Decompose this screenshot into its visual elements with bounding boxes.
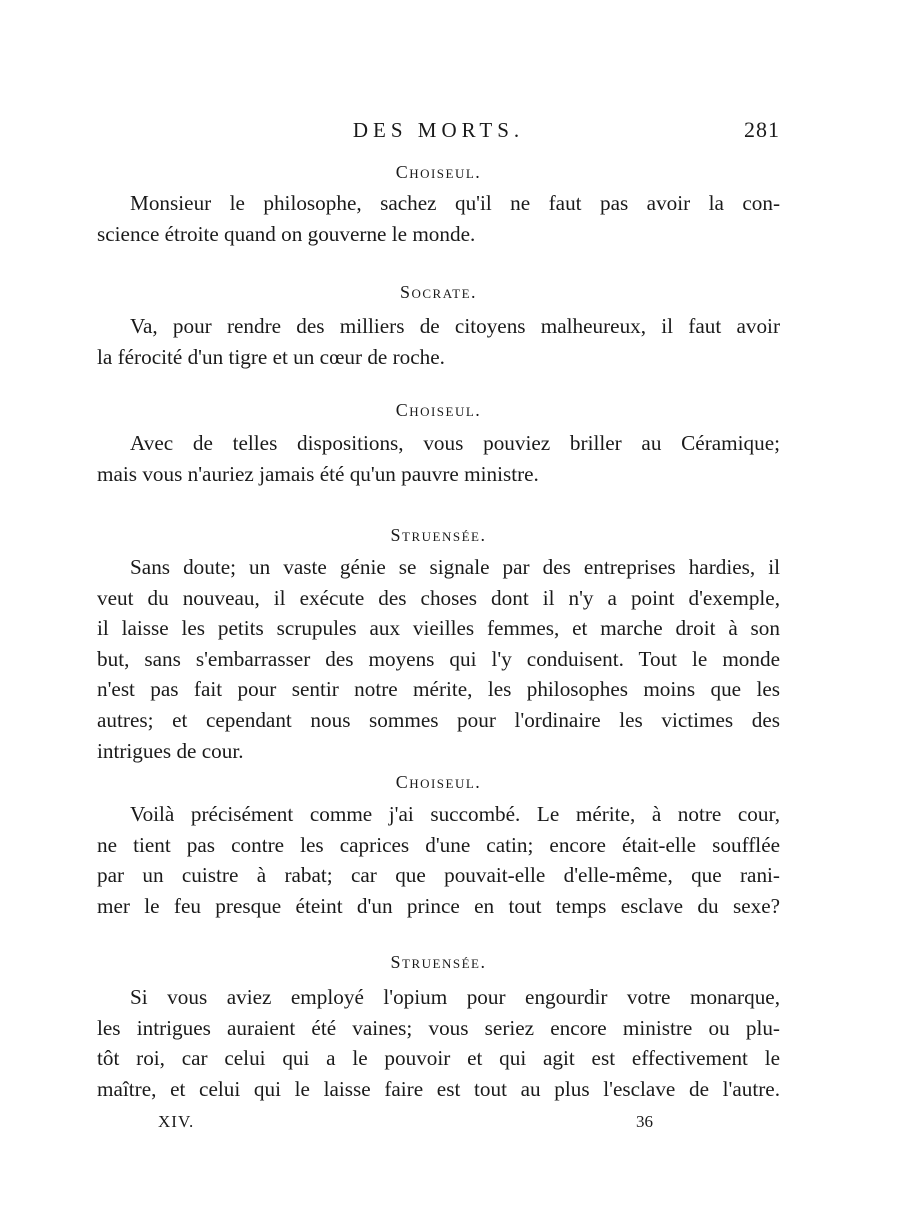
running-title: DES MORTS. — [352, 118, 525, 142]
speech-paragraph — [97, 311, 780, 372]
speaker-name: Choiseul. — [395, 400, 482, 420]
text-line: Monsieur le philosophe, sachez qu'il ne faut pas avoir la con- — [130, 191, 780, 215]
speaker-name: Socrate. — [399, 282, 478, 302]
text-line: il laisse les petits scrupules aux vieilles femmes, et marche droit à son — [97, 616, 780, 641]
text-line: autres; et cependant nous sommes pour l'ordinaire les victimes des — [97, 707, 780, 732]
sheet-number: 36 — [636, 1112, 653, 1131]
text-line: mais vous n'auriez jamais été qu'un pauvre ministre. — [97, 461, 539, 486]
speaker-name: Struensée. — [390, 952, 487, 972]
signature-mark: XIV. — [158, 1112, 195, 1131]
text-line: les intrigues auraient été vaines; vous seriez encore ministre ou plu- — [97, 1015, 780, 1040]
running-head — [97, 116, 780, 146]
speech-paragraph — [97, 188, 780, 249]
text-line: Si vous aviez employé l'opium pour engourdir votre monarque, — [130, 985, 780, 1009]
text-line: Sans doute; un vaste génie se signale par des entreprises hardies, il — [130, 555, 780, 579]
speaker-name: Choiseul. — [395, 772, 482, 792]
text-line: la férocité d'un tigre et un cœur de roche. — [97, 344, 445, 369]
text-line: par un cuistre à rabat; car que pouvait-elle d'elle-même, que rani- — [97, 863, 780, 888]
speech-paragraph — [97, 982, 780, 1104]
text-line: n'est pas fait pour sentir notre mérite, les philosophes moins que les — [97, 677, 780, 702]
text-line: veut du nouveau, il exécute des choses dont il n'y a point d'exemple, — [97, 585, 780, 610]
page-number: 281 — [744, 117, 780, 142]
text-line: tôt roi, car celui qui a le pouvoir et qui agit est effectivement le — [97, 1046, 780, 1071]
text-line: but, sans s'embarrasser des moyens qui l'y conduisent. Tout le monde — [97, 646, 780, 671]
speech-paragraph — [97, 552, 780, 766]
text-line: science étroite quand on gouverne le monde. — [97, 221, 476, 246]
text-line: mer le feu presque éteint d'un prince en tout temps esclave du sexe? — [97, 893, 780, 918]
speaker-name: Struensée. — [390, 525, 487, 545]
speech-paragraph — [97, 799, 780, 921]
text-line: ne tient pas contre les caprices d'une catin; encore était-elle soufflée — [97, 832, 780, 857]
text-line: Voilà précisément comme j'ai succombé. Le mérite, à notre cour, — [130, 802, 780, 826]
speech-paragraph — [97, 428, 780, 489]
text-line: maître, et celui qui le laisse faire est tout au plus l'esclave de l'autre. — [97, 1076, 780, 1101]
text-line: Va, pour rendre des milliers de citoyens malheureux, il faut avoir — [130, 314, 780, 338]
text-line: intrigues de cour. — [97, 738, 244, 763]
speaker-name: Choiseul. — [395, 162, 482, 182]
text-line: Avec de telles dispositions, vous pouviez briller au Céramique; — [130, 431, 780, 455]
